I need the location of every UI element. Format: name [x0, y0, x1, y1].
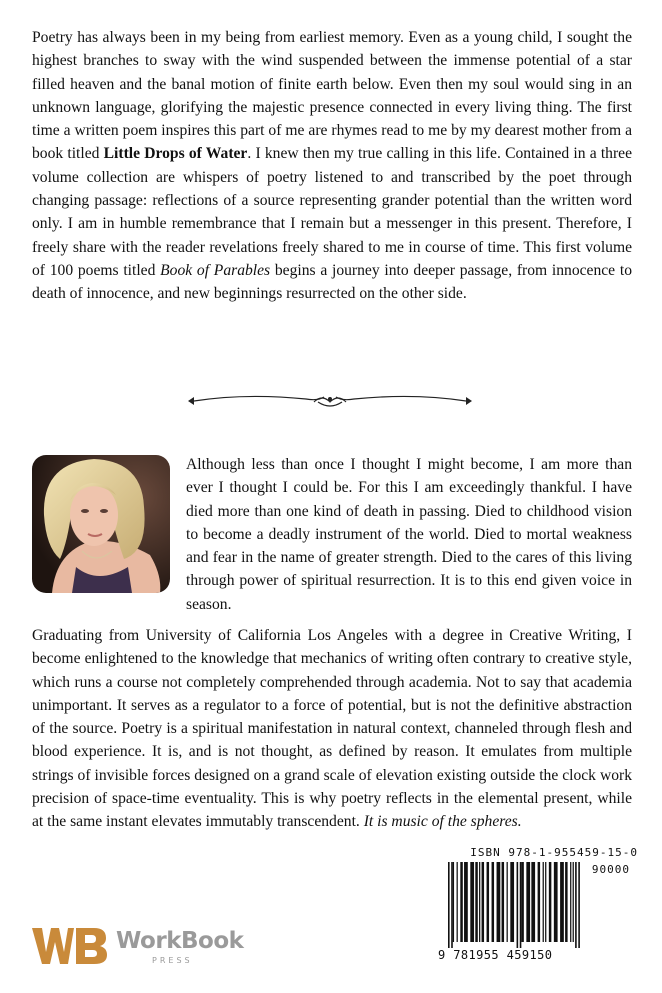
price-addon: 90000 [591, 863, 630, 876]
barcode-bars-icon [446, 862, 638, 948]
publisher-logo [30, 926, 250, 970]
publisher-sub: PRESS [152, 956, 193, 965]
book-title-little-drops: Little Drops of Water [103, 145, 248, 163]
publisher-name: WorkBook [116, 928, 244, 954]
intro-text-2: . I knew then my true calling in this life. Contained in a three volume collection are whispers of poetry listened to and transcribed by the poet through changing passage: reflections of a source representing grander potential than the written word only. I am in humble remembrance that I remain but a messenger in this present. Therefore, I freely share with the reader revelations freely shared to me in course of time. This first volume of 100 poems titled [32, 145, 632, 279]
isbn-barcode [438, 846, 638, 966]
isbn-label: ISBN 978-1-955459-15-0 [470, 846, 638, 859]
education-text: Graduating from University of California Los Angeles with a degree in Creative Writing, I become enlightened to the knowledge that mechanics of writing often contrary to creative style, which runs a course not completely comprehended through academia. Not to say that academia unimportant. It serves as a regulator to a force of potential, but is not the definitive abstraction of the source. Poetry is a spiritual manifestation in natural context, channeled through flesh and blood experience. It is, and is not thought, as defined by reason. It emulates from multiple strings of invisible forces designed on a grand scale of elevation existing outside the clock work precision of space-time eventuality. This is why poetry reflects in the elemental present, while at the same instant elevates immutably transcendent. [32, 627, 632, 831]
education-paragraph [32, 624, 632, 834]
intro-text-3: begins a journey into deeper passage, from innocence to death of innocence, and new beginnings resurrected on the other side. [32, 261, 632, 303]
bio-paragraph: Although less than once I thought I might become, I am more than ever I thought I could be. For this I am exceedingly thankful. I have died more than one kind of death in passing. Died to childhood vision to become a deadly instrument of the world. Died to mortal weakness and fear in the name of greater strength. Died to the cares of this living through power of spiritual resurrection. It is to this end given voice in season. [186, 456, 632, 613]
wb-logo-icon [30, 926, 108, 966]
closing-italic: It is music of the spheres. [363, 813, 522, 831]
barcode-digits: 9 781955 459150 [438, 948, 553, 962]
intro-text-1: Poetry has always been in my being from earliest memory. Even as a young child, I sought the highest branches to sway with the wind suspended between the immense potential of a star filled heaven and the banal motion of finite earth below. Even then my soul would sing in an unknown language, glorifying the majestic presence connected in every living thing. The first time a written poem inspires this part of me are rhymes read to me by my dearest mother from a book titled [32, 29, 632, 163]
intro-paragraph [32, 26, 632, 306]
flourish-divider-icon [186, 390, 474, 412]
author-photo [32, 455, 170, 593]
book-title-parables: Book of Parables [160, 261, 271, 279]
